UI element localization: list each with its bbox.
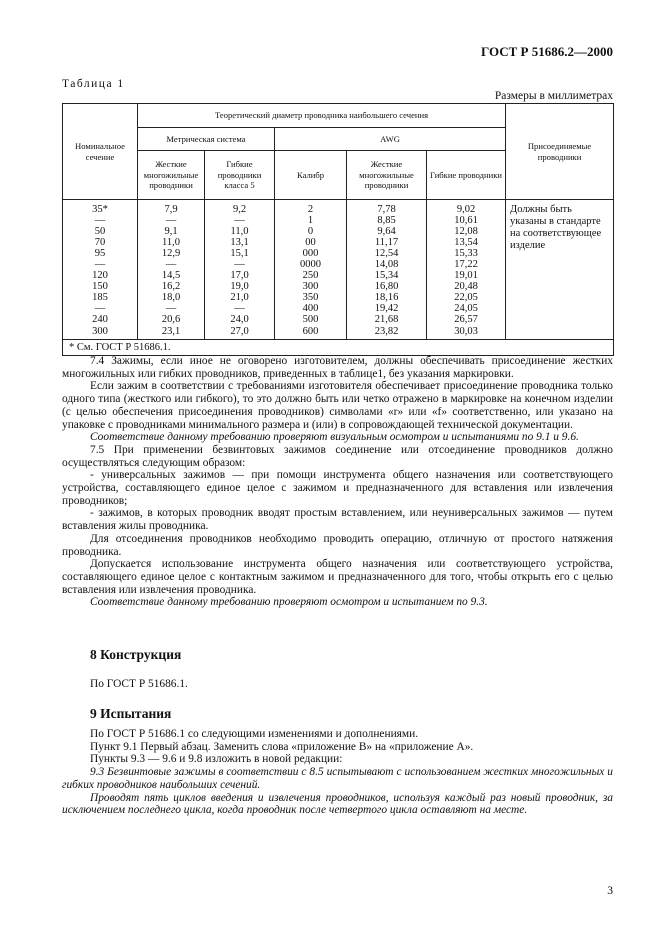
section-9-text [62, 728, 613, 817]
table-cell: 9,2 [232, 204, 247, 215]
col-awg-flex [427, 200, 506, 340]
table-cell: 10,61 [454, 215, 478, 227]
table-cell: 0 [307, 226, 314, 238]
paragraph-italic: Соответствие данному требованию проверяют осмотром и испытанием по 9.3. [90, 596, 488, 609]
table-cell: 21,0 [230, 292, 249, 304]
table-cell: 9,64 [377, 226, 396, 238]
table-cell: 00 [305, 237, 316, 249]
table-cell: 12,54 [374, 248, 399, 260]
paragraph: Если зажим в соответствии с требованиями изготовителя обеспечивает присоединение проводника только одного типа (жесткого или гибкого), то это должно быть или четко отражено в маркировке на конечном изделии (с целью обеспечения присоединения проводников) символами «r» или «f» соответственно, или указано на упаковке с проводниками минимального размера и (или) в сопровождающей технической документации. [62, 380, 613, 431]
table-cell: 15,33 [454, 248, 478, 260]
table-footnote: * См. ГОСТ Р 51686.1. [63, 339, 614, 355]
table-cell: — [234, 303, 245, 315]
table-label: Таблица 1 [62, 78, 125, 90]
table-cell: — [94, 303, 106, 315]
table-cell: 16,2 [161, 281, 181, 293]
section-8-title: 8 Конструкция [90, 647, 182, 662]
section-8-text: По ГОСТ Р 51686.1. [90, 678, 188, 690]
table-cell: — [234, 259, 245, 271]
col-metric-flex [205, 200, 275, 340]
table-cell: 7,78 [377, 204, 396, 215]
paragraph-italic: Проводят пять циклов введения и извлечения проводников, используя каждый раз новый проводник, за исключением последнего цикла, когда проводник после четвертого цикла оставляют на месте. [62, 791, 613, 817]
table-cell: — [94, 215, 106, 227]
table-cell: 18,16 [374, 292, 399, 304]
table-cell: 11,17 [374, 237, 399, 249]
table-cell: 7,9 [164, 204, 178, 215]
table-cell: 14,08 [374, 259, 399, 271]
clause-7-text [62, 355, 613, 609]
table-cell: 250 [302, 270, 319, 282]
table-cell: 240 [92, 314, 108, 326]
header-connectable: Присоединяемые проводники [506, 104, 614, 200]
header-caliber: Калибр [275, 151, 347, 200]
table-cell: 11,0 [230, 226, 249, 238]
header-nominal: Номинальное сечение [63, 104, 138, 200]
table-cell: 12,9 [161, 248, 181, 260]
table-cell: 22,05 [454, 292, 478, 304]
col-nominal [63, 200, 138, 340]
table-cell: 26,57 [454, 314, 478, 326]
paragraph: - универсальных зажимов — при помощи инструмента общего назначения или соответствующего устройства, составляющего единое целое с зажимом и предназначенного для вставления или извлечения проводников; [62, 469, 613, 507]
table-cell: 9,1 [164, 226, 178, 238]
table-cell: 9,02 [456, 204, 476, 215]
conductor-table [62, 103, 614, 356]
header-metric: Метрическая система [138, 128, 275, 151]
table-cell: 1 [307, 215, 314, 227]
table-cell: 20,48 [454, 281, 478, 293]
connectable-note: Должны быть указаны в стандарте на соответствующее изделие [506, 200, 614, 340]
table-cell: 300 [302, 281, 319, 293]
table-cell: 2 [307, 204, 314, 215]
table-cell: 30,03 [454, 325, 478, 337]
table-cell: — [165, 259, 177, 271]
table-cell: — [165, 215, 177, 227]
table-cell: 120 [92, 270, 108, 282]
paragraph: - зажимов, в которых проводник вводят простым вставлением, или неуниверсальных зажимов — путем вставления жилы проводника. [62, 507, 613, 533]
table-cell: 600 [302, 325, 319, 337]
page-number: 3 [607, 885, 613, 897]
table-cell: 24,0 [230, 314, 249, 326]
table-cell: 150 [92, 281, 108, 293]
table-cell: 19,01 [454, 270, 478, 282]
table-cell: 20,6 [161, 314, 181, 326]
table-cell: 35* [92, 204, 108, 215]
table-cell: 8,85 [377, 215, 396, 227]
table-cell: 400 [302, 303, 319, 315]
header-awg-rigid: Жесткие многожильные проводники [347, 151, 427, 200]
standard-code: ГОСТ Р 51686.2—2000 [481, 44, 613, 59]
table-cell: 24,05 [454, 303, 478, 315]
table-cell: 12,08 [454, 226, 478, 238]
paragraph: Для отсоединения проводников необходимо проводить операцию, отличную от простого натяжения проводника. [62, 532, 613, 558]
table-cell: 300 [92, 325, 108, 337]
paragraph-italic: Соответствие данному требованию проверяют визуальным осмотром и испытаниями по 9.1 и 9.6. [90, 431, 579, 444]
table-cell: 50 [94, 226, 106, 238]
table-cell: 19,42 [374, 303, 399, 315]
table-cell: 13,1 [230, 237, 249, 249]
table-cell: 19,0 [230, 281, 249, 293]
paragraph: 7.5 При применении безвинтовых зажимов соединение или отсоединение проводников должно осуществляться следующим образом: [62, 443, 613, 469]
table-cell: 000 [302, 248, 319, 260]
table-cell: 16,80 [374, 281, 399, 293]
table-cell: 18,0 [161, 292, 181, 304]
table-cell: 23,1 [161, 325, 181, 337]
table-cell: — [234, 215, 245, 227]
table-cell: 27,0 [230, 325, 249, 337]
table-cell: 185 [92, 292, 108, 304]
paragraph-italic: 9.3 Безвинтовые зажимы в соответствии с 8.5 испытывают с использованием жестких многожильных и гибких проводников наибольших сечений. [62, 766, 613, 791]
table-cell: 0000 [300, 259, 321, 271]
table-cell: 95 [94, 248, 106, 260]
table-cell: 500 [302, 314, 319, 326]
table-cell: 17,22 [454, 259, 478, 271]
paragraph: Пункт 9.1 Первый абзац. Заменить слова «приложение В» на «приложение А». [90, 740, 474, 753]
header-theoretical: Теоретический диаметр проводника наибольшего сечения [138, 104, 506, 128]
table-cell: 23,82 [374, 325, 399, 337]
header-metric-rigid: Жесткие многожильные проводники [138, 151, 205, 200]
paragraph: 7.4 Зажимы, если иное не оговорено изготовителем, должны обеспечивать присоединение жестких многожильных или гибких проводников, приведенных в таблице1, без указания маркировки. [62, 355, 613, 380]
section-9-title: 9 Испытания [90, 706, 172, 721]
paragraph: Допускается использование инструмента общего назначения или соответствующего устройства, составляющего единое целое с контактным зажимом и предназначенного для того, чтобы открыть его с целью вставления или извлечения проводника. [62, 558, 613, 596]
table-cell: 15,1 [230, 248, 249, 260]
header-awg-flex: Гибкие проводники [427, 151, 506, 200]
col-awg-rigid [347, 200, 427, 340]
units-note: Размеры в миллиметрах [494, 90, 613, 102]
table-cell: — [165, 303, 177, 315]
table-cell: 13,54 [454, 237, 478, 249]
col-metric-rigid [138, 200, 205, 340]
table-cell: 70 [94, 237, 106, 249]
header-metric-flex: Гибкие проводники класса 5 [205, 151, 275, 200]
table-cell: 21,68 [374, 314, 399, 326]
table-cell: 350 [302, 292, 319, 304]
paragraph: Пункты 9.3 — 9.6 и 9.8 изложить в новой редакции: [90, 753, 343, 766]
paragraph: По ГОСТ Р 51686.1 со следующими изменениями и дополнениями. [90, 728, 419, 740]
table-cell: 17,0 [230, 270, 249, 282]
header-awg: AWG [275, 128, 506, 151]
table-cell: 14,5 [161, 270, 181, 282]
col-caliber [275, 200, 347, 340]
table-cell: — [94, 259, 106, 271]
table-cell: 11,0 [162, 237, 180, 249]
table-cell: 15,34 [374, 270, 399, 282]
